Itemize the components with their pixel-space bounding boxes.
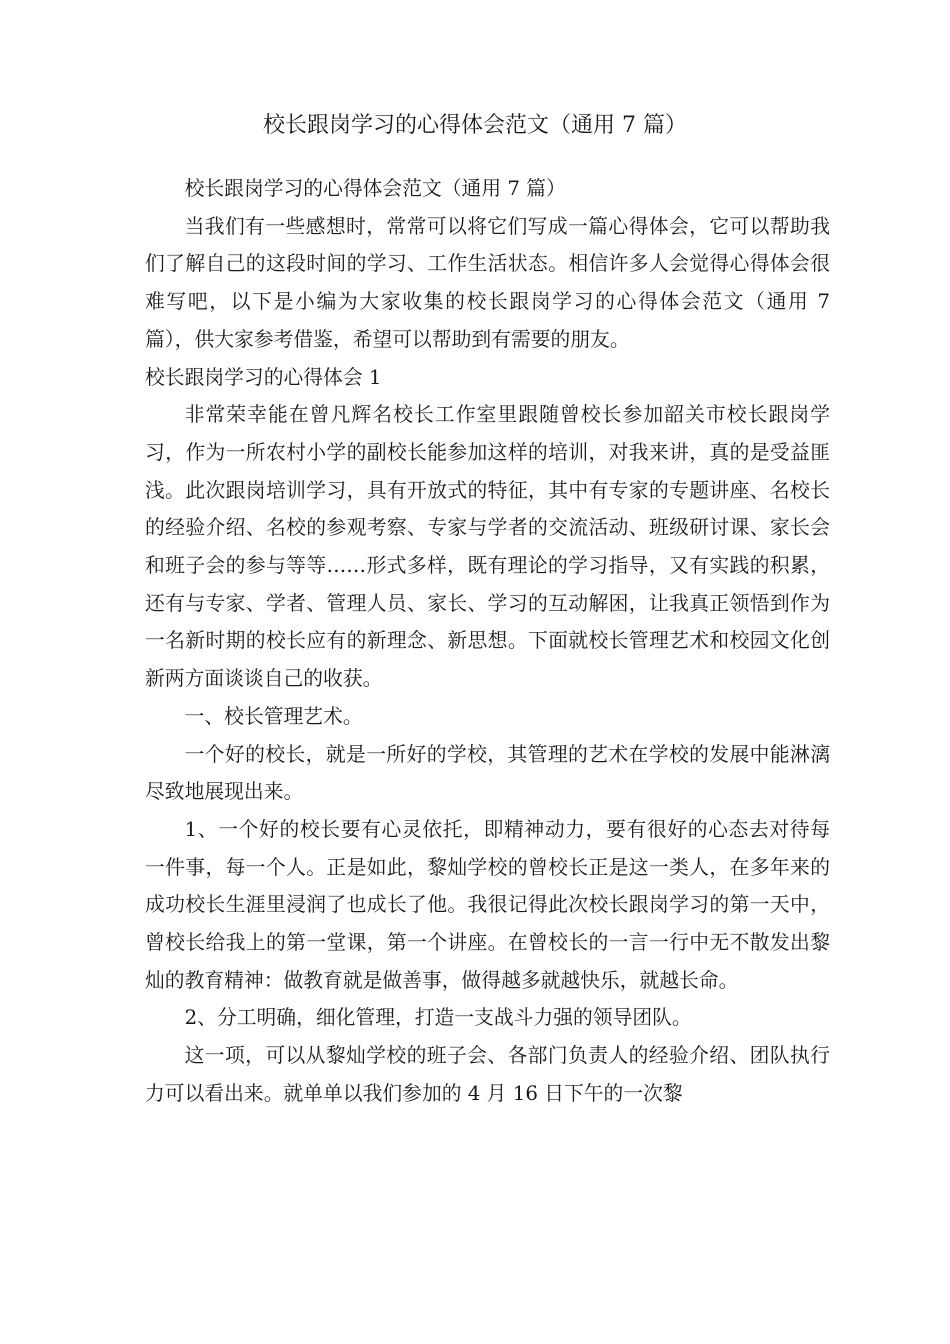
paragraph: 一个好的校长，就是一所好的学校，其管理的艺术在学校的发展中能淋漓尽致地展现出来。 [145, 742, 830, 804]
section-heading: 校长跟岗学习的心得体会 1 [145, 365, 382, 389]
paragraph: 这一项，可以从黎灿学校的班子会、各部门负责人的经验介绍、团队执行力可以看出来。就单单以我们参加的 4 月 16 日下午的一次黎 [145, 1044, 830, 1105]
paragraph: 非常荣幸能在曾凡辉名校长工作室里跟随曾校长参加韶关市校长跟岗学习，作为一所农村小学的副校长能参加这样的培训，对我来讲，真的是受益匪浅。此次跟岗培训学习，具有开放式的特征，其中有专家的专题讲座、名校长的经验介绍、名校的参观考察、专家与学者的交流活动、班级研讨课、家长会和班子会的参与等等……形式多样，既有理论的学习指导，又有实践的积累，还有与专家、学者、管理人员、家长、学习的互动解困，让我真正领悟到作为一名新时期的校长应有的新理念、新思想。下面就校长管理艺术和校园文化创新两方面谈谈自己的收获。 [145, 403, 830, 691]
document-body [145, 170, 830, 1113]
paragraph: 一、校长管理艺术。 [184, 704, 363, 728]
paragraph: 校长跟岗学习的心得体会范文（通用 7 篇） [184, 177, 566, 200]
paragraph: 2、分工明确，细化管理，打造一支战斗力强的领导团队。 [184, 1006, 692, 1030]
document-title: 校长跟岗学习的心得体会范文（通用 7 篇） [263, 113, 687, 138]
paragraph: 当我们有一些感想时，常常可以将它们写成一篇心得体会，它可以帮助我们了解自己的这段时间的学习、工作生活状态。相信许多人会觉得心得体会很难写吧，以下是小编为大家收集的校长跟岗学习的心得体会范文（通用 7 篇），供大家参考借鉴，希望可以帮助到有需要的朋友。 [145, 214, 830, 351]
paragraph: 1、一个好的校长要有心灵依托，即精神动力，要有很好的心态去对待每一件事，每一个人。正是如此，黎灿学校的曾校长正是这一类人，在多年来的成功校长生涯里浸润了也成长了他。我很记得此次校长跟岗学习的第一天中，曾校长给我上的第一堂课，第一个讲座。在曾校长的一言一行中无不散发出黎灿的教育精神：做教育就是做善事，做得越多就越快乐，就越长命。 [145, 817, 830, 992]
